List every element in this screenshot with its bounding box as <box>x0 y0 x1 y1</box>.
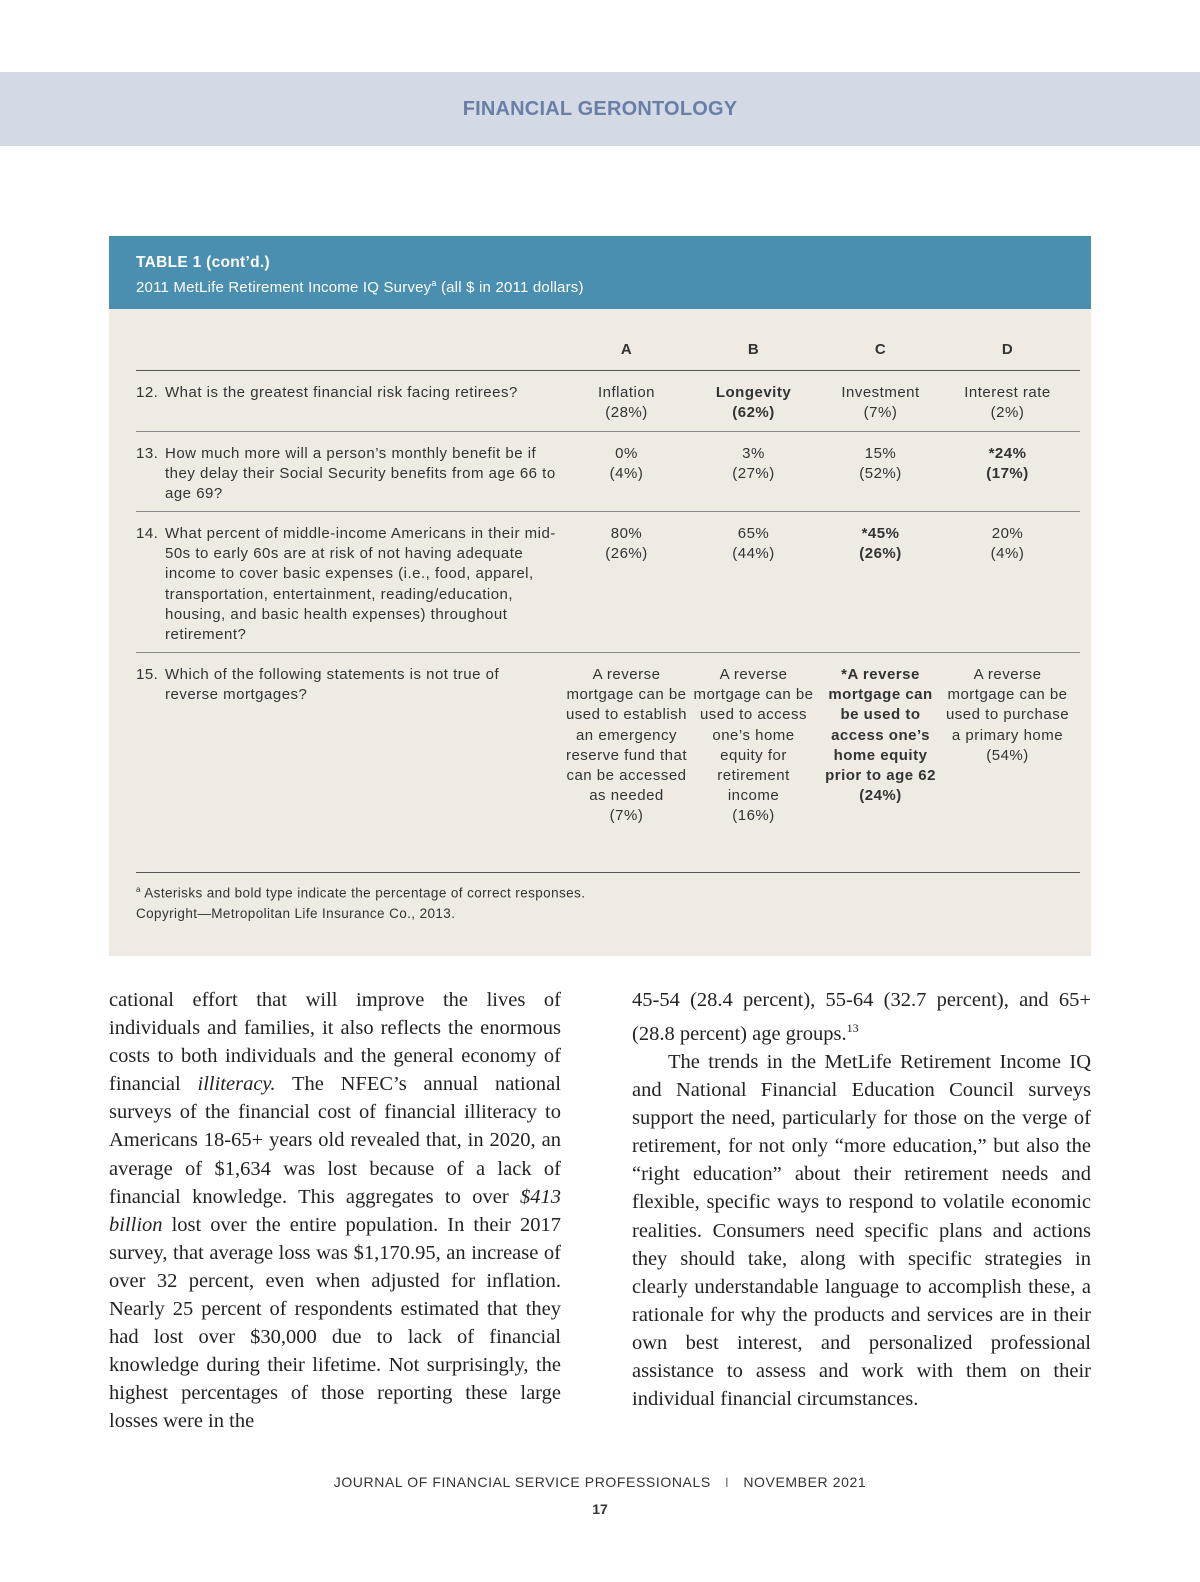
table-label: TABLE 1 (cont’d.) <box>136 254 270 271</box>
answer-a: 80% (26%) <box>605 525 648 563</box>
question-text: Which of the following statements is not true of reverse mortgages? <box>165 666 500 704</box>
column-header-d: D <box>1001 341 1014 358</box>
table-notes <box>136 880 1036 924</box>
answer-c: *45% (26%) <box>859 525 902 563</box>
answer-d: 20% (4%) <box>990 525 1025 563</box>
column-header-a: A <box>620 341 633 358</box>
question-number: 12. <box>136 384 159 401</box>
answer-c: *A reverse mortgage can be used to access one’s home equity prior to age 62 (24%) <box>825 666 936 805</box>
column-headers <box>136 309 1080 371</box>
journal-name: JOURNAL OF FINANCIAL SERVICE PROFESSIONALS <box>333 1474 711 1490</box>
column-header-c: C <box>874 341 887 358</box>
table-row <box>136 653 1080 873</box>
running-header-title: FINANCIAL GERONTOLOGY <box>462 97 738 120</box>
table-row <box>136 512 1080 653</box>
footer-separator: I <box>724 1474 730 1490</box>
column-header-b: B <box>747 341 760 358</box>
page-number: 17 <box>592 1501 608 1517</box>
answer-d: A reverse mortgage can be used to purchase a primary home (54%) <box>945 666 1070 764</box>
answer-b: Longevity (62%) <box>715 384 792 422</box>
body-column-right <box>632 986 1091 1413</box>
question-text: How much more will a person’s monthly benefit be if they delay their Social Security benefits from age 66 to age 69? <box>165 445 556 503</box>
footnote-reference: 13 <box>846 1021 859 1036</box>
table-caption: 2011 MetLife Retirement Income IQ Survey$^a$ (all $ in 2011 dollars) <box>136 278 584 296</box>
body-paragraph: 45-54 (28.4 percent), 55-64 (32.7 percent), and 65+ (28.8 percent) age groups.$^{13}$ <box>632 989 1091 1045</box>
survey-table <box>109 236 1091 956</box>
answer-b: 65% (44%) <box>732 525 775 563</box>
table-grid <box>136 309 1080 873</box>
question-text: What percent of middle-income Americans in their mid-50s to early 60s are at risk of not having adequate income to cover basic expenses (i.e., food, apparel, transportation, entertainment, reading/education, housing, and basic health expenses) throughout retirement? <box>165 525 556 644</box>
answer-b: A reverse mortgage can be used to access one’s home equity for retirement income (16%) <box>693 666 814 825</box>
running-header <box>0 72 1200 146</box>
question-text: What is the greatest financial risk facing retirees? <box>165 384 518 401</box>
table-footnote: $^a$ Asterisks and bold type indicate the percentage of correct responses. <box>136 885 586 901</box>
answer-d: Interest rate (2%) <box>964 384 1051 422</box>
answer-a: Inflation (28%) <box>597 384 656 422</box>
issue-date: NOVEMBER 2021 <box>743 1474 867 1490</box>
question-number: 13. <box>136 445 159 462</box>
question-number: 15. <box>136 666 159 683</box>
answer-b: 3% (27%) <box>732 445 775 483</box>
page-footer <box>0 1474 1200 1490</box>
answer-a: A reverse mortgage can be used to establish an emergency reserve fund that can be accessed as needed (7%) <box>565 666 688 825</box>
question-number: 14. <box>136 525 159 542</box>
answer-c: Investment (7%) <box>841 384 920 422</box>
body-column-left <box>109 986 561 1436</box>
answer-a: 0% (4%) <box>609 445 644 483</box>
body-paragraph: The trends in the MetLife Retirement Income IQ and National Financial Education Council surveys support the need, particularly for those on the verge of retirement, for not only “more education,” but also the “right education” about their retirement needs and flexible, specific ways to respond to volatile economic realities. Consumers need specific plans and actions they should take, along with specific strategies in clearly understandable language to accomplish these, a rationale for why the products and services are in their own best interest, and personalized professional assistance to assess and work with them on their individual financial circumstances. <box>632 1051 1091 1411</box>
table-row <box>136 371 1080 432</box>
body-paragraph: cational effort that will improve the lives of individuals and families, it also reflects the enormous costs to both individuals and the general economy of financial illiteracy. The NFEC’s annual national surveys of the financial cost of financial illiteracy to Americans 18-65+ years old revealed that, in 2020, an average of $1,634 was lost because of a lack of financial knowledge. This aggregates to over $413 billion lost over the entire population. In their 2017 survey, that average loss was $1,170.95, an increase of over 32 percent, even when adjusted for inflation. Nearly 25 percent of respondents estimated that they had lost over $30,000 due to lack of financial knowledge during their lifetime. Not surprisingly, the highest percentages of those reporting these large losses were in the <box>109 989 561 1433</box>
answer-c: 15% (52%) <box>859 445 902 483</box>
table-copyright: Copyright—Metropolitan Life Insurance Co., 2013. <box>136 905 456 921</box>
answer-d: *24% (17%) <box>986 445 1029 483</box>
table-header <box>109 236 1091 309</box>
table-row <box>136 432 1080 512</box>
